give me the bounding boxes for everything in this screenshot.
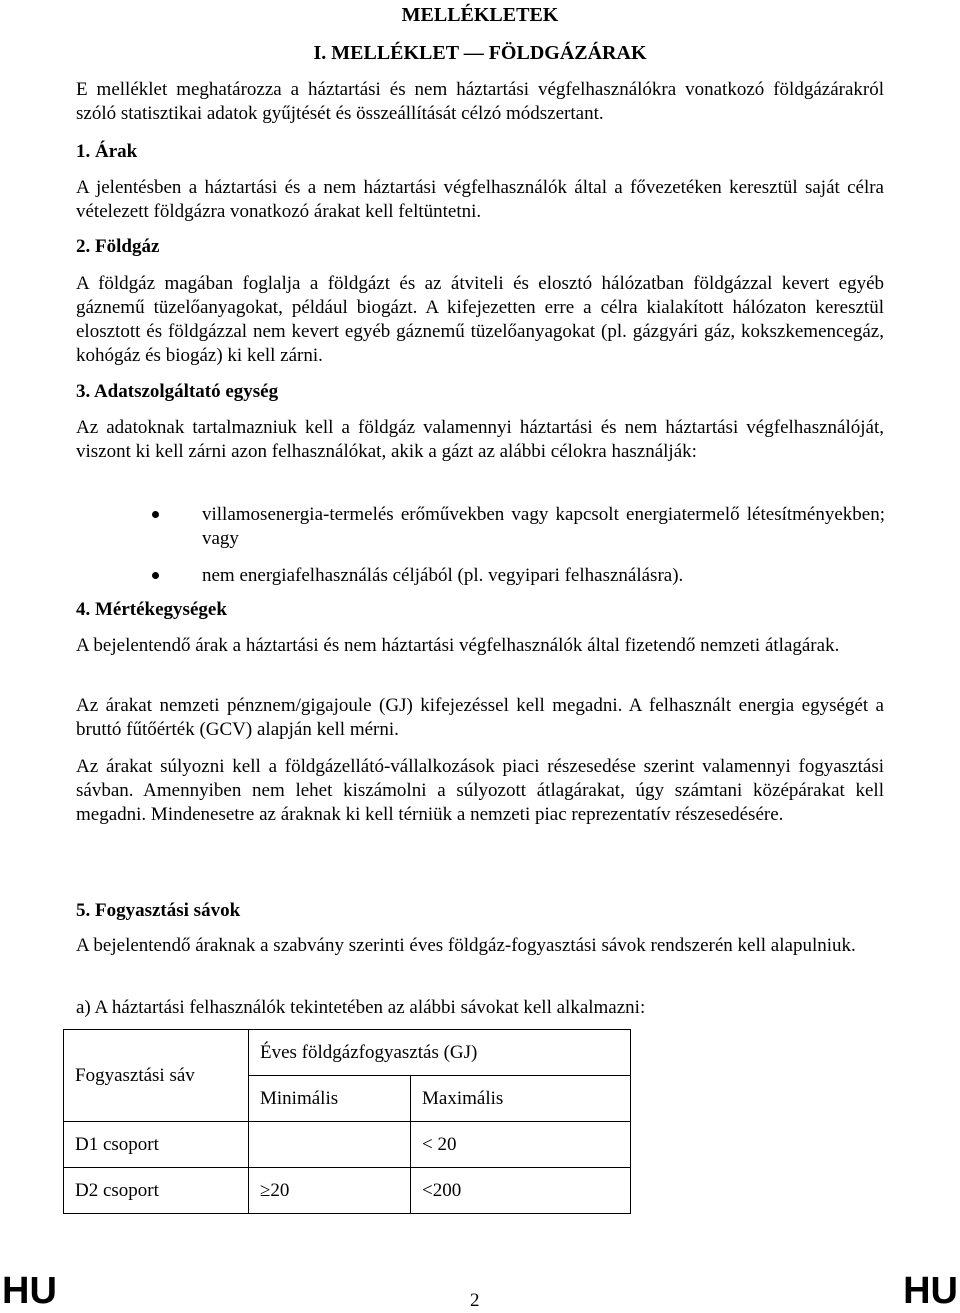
table-header-band: Fogyasztási sáv bbox=[64, 1030, 249, 1122]
section-1-text: A jelentésben a háztartási és a nem háztartási végfelhasználók által a fővezetéken keresztül saját célra vételezett földgázra vonatkozó árakat kell feltüntetni. bbox=[76, 177, 884, 222]
section-1-heading: 1. Árak bbox=[76, 141, 138, 162]
table-row bbox=[64, 1030, 631, 1076]
section-5-p1: A bejelentendő áraknak a szabvány szerinti éves földgáz-fogyasztási sávok rendszerén kell alapulniuk. bbox=[76, 935, 856, 956]
footer-language-code-left: HU bbox=[2, 1270, 57, 1312]
table-cell-min: ≥20 bbox=[249, 1168, 411, 1214]
section-3-heading: 3. Adatszolgáltató egység bbox=[76, 381, 279, 402]
annex-title: I. MELLÉKLET — FÖLDGÁZÁRAK bbox=[313, 42, 647, 64]
section-4-p3: Az árakat súlyozni kell a földgázellátó-vállalkozások piaci részesedése szerint valamennyi fogyasztási sávban. Amennyiben nem lehet kiszámolni a súlyozott átlagárakat, úgy számtani középárakat kell megadni. Mindenesetre az áraknak ki kell térniük a nemzeti piac reprezentatív részesedésére. bbox=[76, 756, 884, 825]
table-row bbox=[64, 1122, 631, 1168]
table-cell-min bbox=[249, 1122, 411, 1168]
table-subheader-max: Maximális bbox=[411, 1076, 631, 1122]
bullet-icon bbox=[152, 572, 159, 579]
document-title: MELLÉKLETEK bbox=[401, 4, 559, 26]
section-3-text: Az adatoknak tartalmazniuk kell a földgáz valamennyi háztartási és nem háztartási végfelhasználóját, viszont ki kell zárni azon felhasználókat, akik a gázt az alábbi célokra használják: bbox=[76, 417, 884, 462]
table-cell-band: D2 csoport bbox=[64, 1168, 249, 1214]
bullet-item-1: villamosenergia-termelés erőművekben vagy kapcsolt energiatermelő létesítményekben; vagy bbox=[202, 504, 885, 549]
section-5-p2: a) A háztartási felhasználók tekintetében az alábbi sávokat kell alkalmazni: bbox=[76, 997, 646, 1018]
section-4-p2: Az árakat nemzeti pénznem/gigajoule (GJ) kifejezéssel kell megadni. A felhasznált energia egységét a bruttó fűtőérték (GCV) alapján kell mérni. bbox=[76, 695, 884, 740]
section-2-heading: 2. Földgáz bbox=[76, 236, 160, 257]
table-subheader-min: Minimális bbox=[249, 1076, 411, 1122]
table-cell-max: < 20 bbox=[411, 1122, 631, 1168]
footer-language-code-right: HU bbox=[903, 1270, 958, 1312]
table-cell-max: <200 bbox=[411, 1168, 631, 1214]
intro-paragraph: E melléklet meghatározza a háztartási és nem háztartási végfelhasználókra vonatkozó földgázárakról szóló statisztikai adatok gyűjtését és összeállítását célzó módszertant. bbox=[76, 79, 884, 124]
consumption-bands-table bbox=[63, 1029, 631, 1214]
page-number: 2 bbox=[470, 1290, 480, 1311]
table-cell-band: D1 csoport bbox=[64, 1122, 249, 1168]
bullet-item-2: nem energiafelhasználás céljából (pl. vegyipari felhasználásra). bbox=[202, 565, 684, 586]
section-4-heading: 4. Mértékegységek bbox=[76, 599, 227, 620]
section-5-heading: 5. Fogyasztási sávok bbox=[76, 900, 241, 921]
table-row bbox=[64, 1168, 631, 1214]
section-4-p1: A bejelentendő árak a háztartási és nem háztartási végfelhasználók által fizetendő nemzeti átlagárak. bbox=[76, 635, 840, 656]
table-header-consumption: Éves földgázfogyasztás (GJ) bbox=[249, 1030, 631, 1076]
section-2-text: A földgáz magában foglalja a földgázt és az átviteli és elosztó hálózatban földgázzal kevert egyéb gáznemű tüzelőanyagokat, például biogázt. A kifejezetten erre a célra kialakított hálózaton keresztül elosztott és földgázzal nem kevert egyéb gáznemű tüzelőanyagokat (pl. gázgyári gáz, kokszkemencegáz, kohógáz és biogáz) ki kell zárni. bbox=[76, 273, 884, 366]
bullet-icon bbox=[152, 511, 159, 518]
